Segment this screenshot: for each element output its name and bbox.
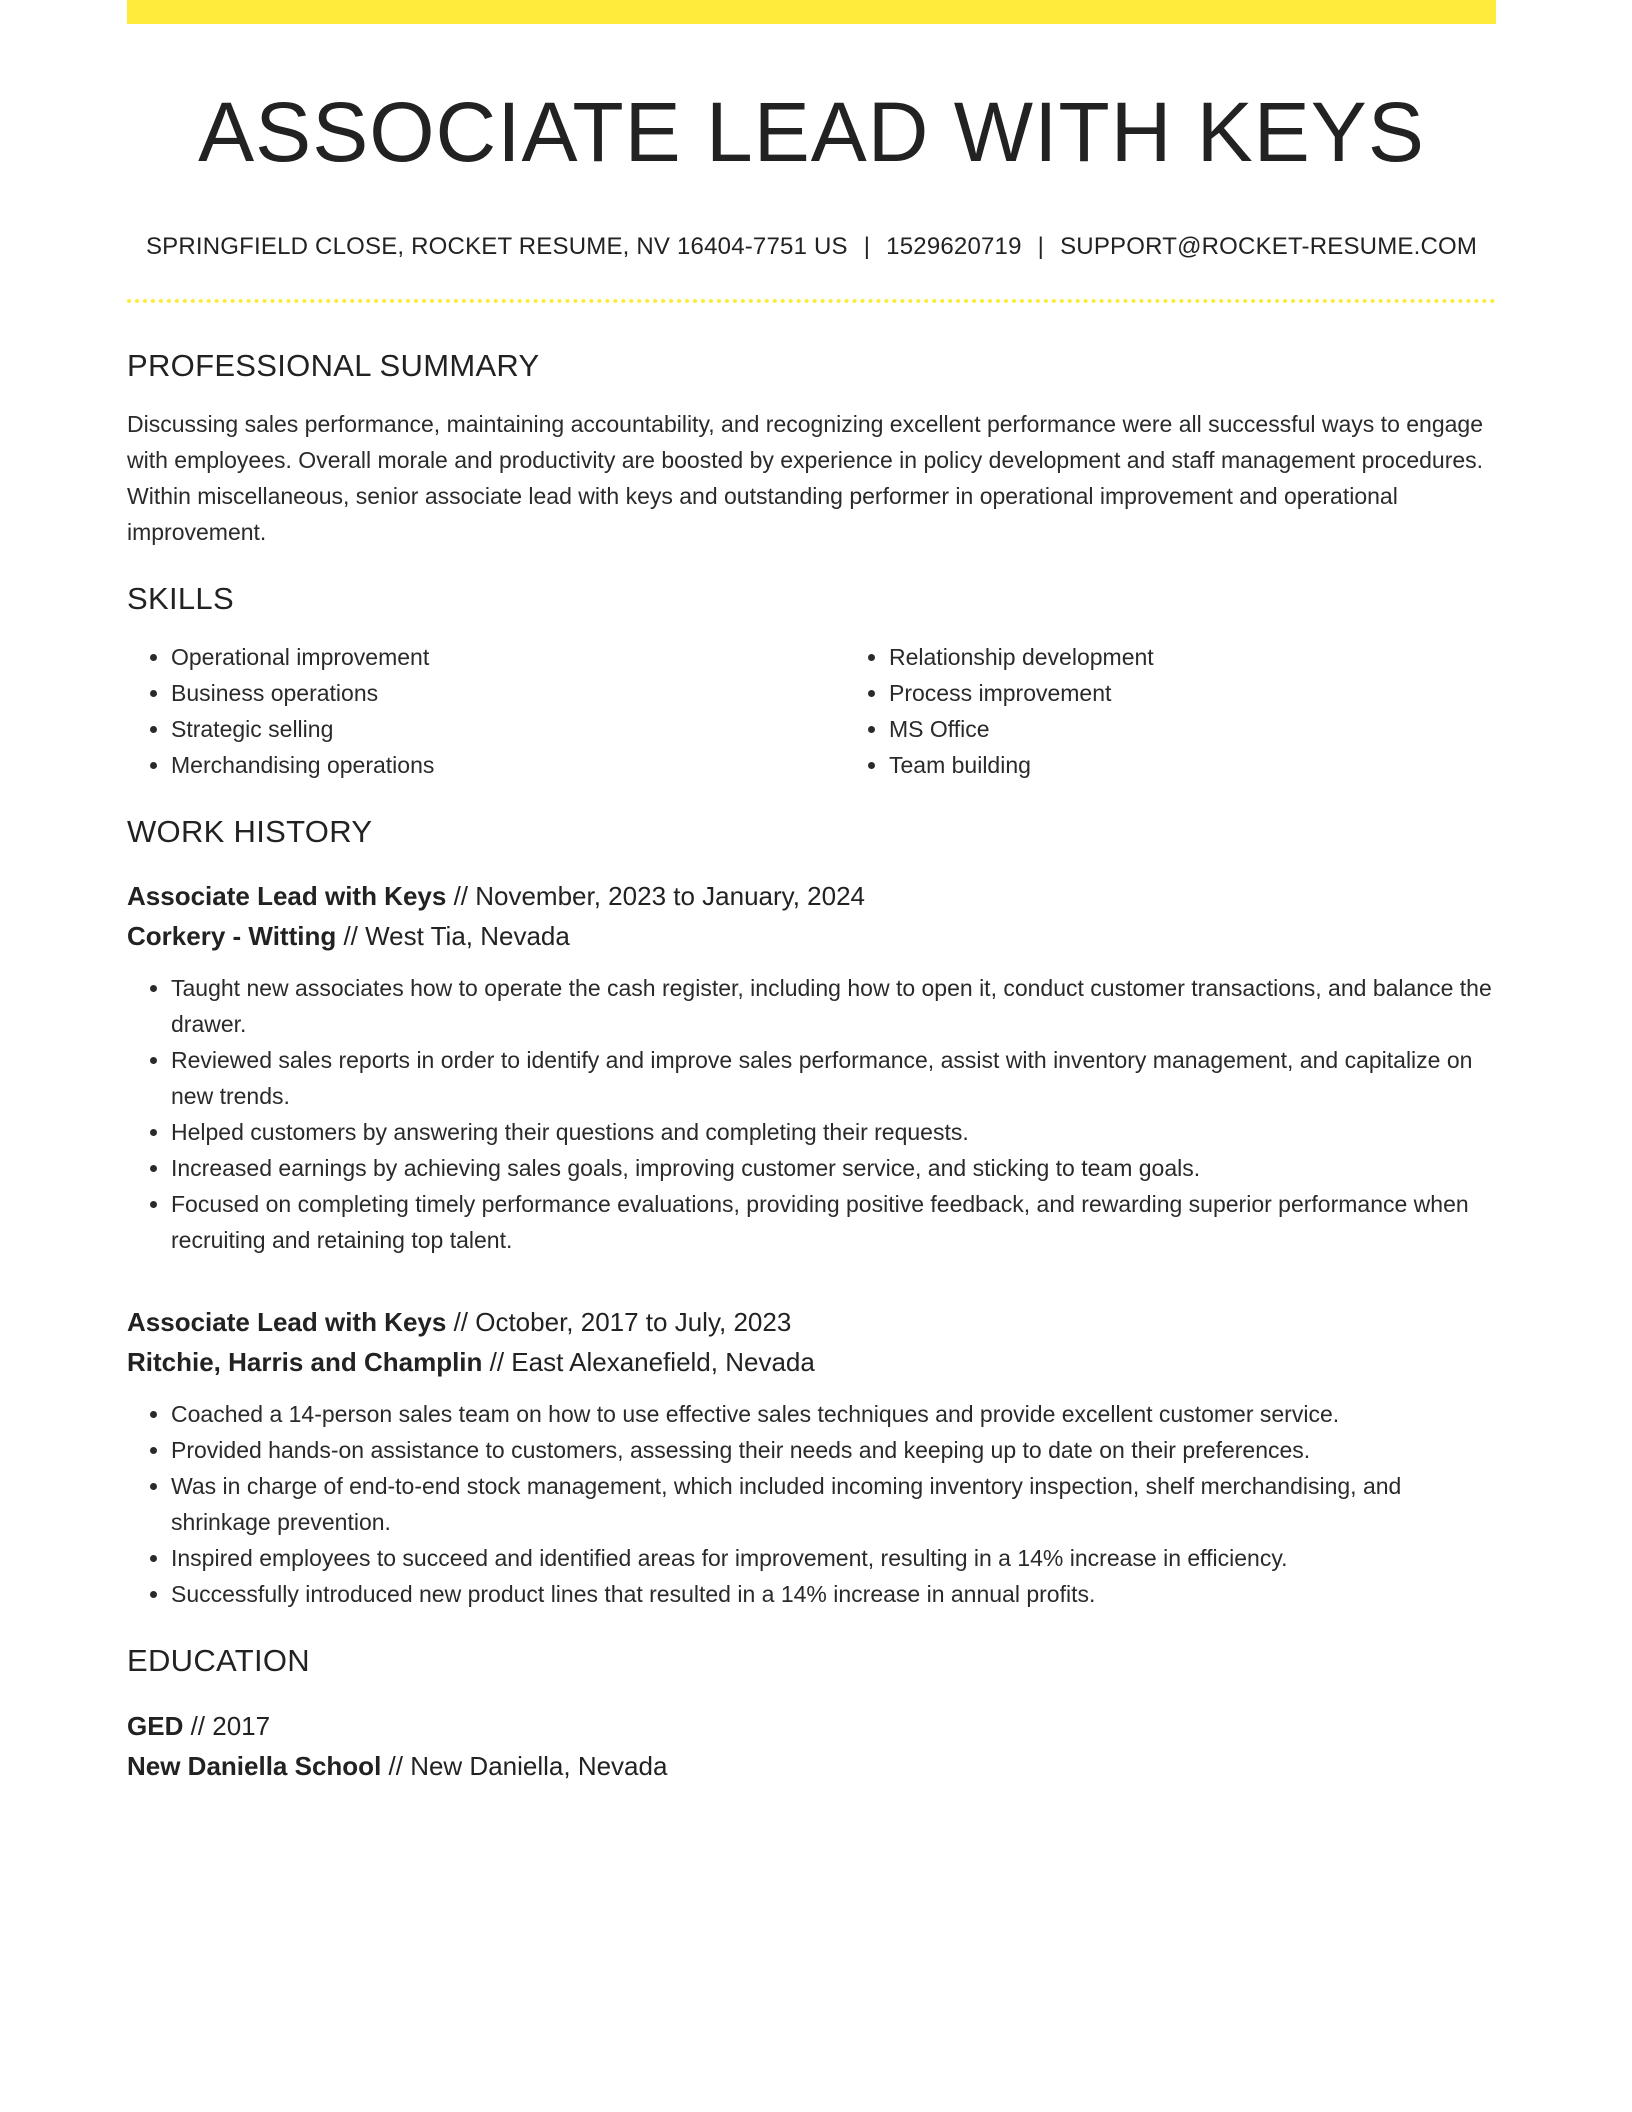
job-bullets: [127, 970, 1496, 1258]
education-location: // New Daniella, Nevada: [381, 1750, 668, 1781]
job-bullet: • Inspired employees to succeed and identified areas for improvement, resulting in a 14% increase in efficiency.: [171, 1540, 1496, 1576]
summary-text: Discussing sales performance, maintaining accountability, and recognizing excellent performance were all successful ways to engage with employees. Overall morale and productivity are boosted by experience in policy development and staff management procedures. Within miscellaneous, senior associate lead with keys and outstanding performer in operational improvement and operational improvement.: [127, 410, 1484, 545]
skill-item: • Process improvement: [889, 675, 1496, 711]
education-school: New Daniella School: [127, 1750, 382, 1781]
job-location: // West Tia, Nevada: [336, 921, 570, 952]
job-bullet: • Coached a 14-person sales team on how to use effective sales techniques and provide excellent customer service.: [171, 1396, 1496, 1432]
job-dates: // November, 2023 to January, 2024: [446, 881, 866, 912]
skill-item: • Merchandising operations: [171, 747, 845, 783]
contact-address: SPRINGFIELD CLOSE, ROCKET RESUME, NV 16404-7751 US: [145, 232, 848, 260]
job-title-line: [127, 1302, 1496, 1342]
job-bullets: [127, 1396, 1496, 1612]
summary-heading: PROFESSIONAL SUMMARY: [127, 347, 540, 383]
contact-email: SUPPORT@ROCKET-RESUME.COM: [1060, 232, 1478, 260]
job-dates: // October, 2017 to July, 2023: [446, 1307, 792, 1338]
job-bullet: • Taught new associates how to operate the cash register, including how to open it, conduct customer transactions, and balance the drawer.: [171, 970, 1496, 1042]
skill-item: • Team building: [889, 747, 1496, 783]
contact-separator: |: [1037, 232, 1045, 260]
skills-column-left: [127, 639, 845, 783]
education-year: // 2017: [183, 1710, 271, 1741]
accent-top-bar: [127, 0, 1496, 24]
education-entry: [127, 1706, 1496, 1786]
job-company: Corkery - Witting: [127, 921, 337, 952]
contact-phone: 1529620719: [886, 232, 1022, 260]
education-degree: GED: [127, 1710, 184, 1741]
contact-separator: |: [863, 232, 871, 260]
job-bullet: • Helped customers by answering their questions and completing their requests.: [171, 1114, 1496, 1150]
skill-item: • Operational improvement: [171, 639, 845, 675]
candidate-name: ASSOCIATE LEAD WITH KEYS: [198, 85, 1425, 179]
dotted-divider: [127, 299, 1496, 303]
job-company: Ritchie, Harris and Champlin: [127, 1347, 483, 1378]
education-degree-line: [127, 1706, 1496, 1746]
job-bullet: • Focused on completing timely performance evaluations, providing positive feedback, and rewarding superior performance when recruiting and retaining top talent.: [171, 1186, 1496, 1258]
education-school-line: [127, 1746, 1496, 1786]
skills-column-right: [845, 639, 1496, 783]
job-position: Associate Lead with Keys: [127, 881, 447, 912]
job-bullet: • Reviewed sales reports in order to identify and improve sales performance, assist with inventory management, and capitalize on new trends.: [171, 1042, 1496, 1114]
skill-item: • Strategic selling: [171, 711, 845, 747]
job-company-line: [127, 1342, 1496, 1382]
skills-heading: SKILLS: [127, 580, 234, 616]
job-title-line: [127, 876, 1496, 916]
skills-list: [127, 639, 1496, 783]
job-bullet: • Increased earnings by achieving sales goals, improving customer service, and sticking to team goals.: [171, 1150, 1496, 1186]
job-company-line: [127, 916, 1496, 956]
work-history-heading: WORK HISTORY: [127, 814, 373, 850]
job-bullet: • Provided hands-on assistance to customers, assessing their needs and keeping up to date on their preferences.: [171, 1432, 1496, 1468]
resume-page: [127, 0, 1496, 1786]
job-entry: [127, 876, 1496, 1258]
job-position: Associate Lead with Keys: [127, 1307, 447, 1338]
skill-item: • MS Office: [889, 711, 1496, 747]
job-location: // East Alexanefield, Nevada: [482, 1347, 815, 1378]
skill-item: • Relationship development: [889, 639, 1496, 675]
job-entry: [127, 1302, 1496, 1612]
contact-line: [127, 233, 1496, 261]
skill-item: • Business operations: [171, 675, 845, 711]
job-bullet: • Successfully introduced new product lines that resulted in a 14% increase in annual profits.: [171, 1576, 1496, 1612]
education-heading: EDUCATION: [127, 1643, 310, 1679]
job-bullet: • Was in charge of end-to-end stock management, which included incoming inventory inspection, shelf merchandising, and shrinkage prevention.: [171, 1468, 1496, 1540]
